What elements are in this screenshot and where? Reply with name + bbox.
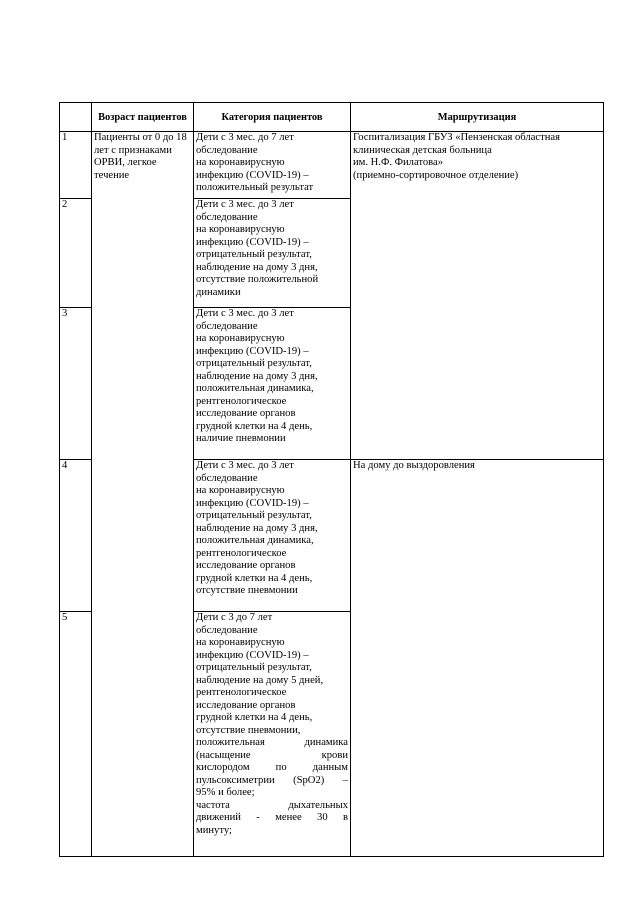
routing-cell-home: На дому до выздоровления [351, 460, 604, 857]
routing-cell-hospital [351, 132, 604, 460]
category-line: исследование органов [196, 408, 296, 419]
category-line: (насыщение крови [196, 749, 348, 761]
category-line: инфекцию (COVID-19) – [196, 169, 309, 181]
row-number: 1 [60, 132, 92, 199]
category-line: Дети с 3 мес. до 7 лет [196, 132, 294, 143]
category-line: Дети с 3 мес. до 3 лет [196, 199, 294, 210]
category-line: инфекцию (COVID-19) – [196, 345, 309, 357]
category-line: на коронавирусную [196, 333, 285, 344]
category-line: исследование органов [196, 699, 296, 711]
category-line: положительная динамика [196, 737, 348, 748]
category-line: обследование [196, 472, 258, 484]
category-line: Дети с 3 мес. до 3 лет [196, 308, 294, 319]
category-line: обследование [196, 320, 258, 332]
header-routing: Маршрутизация [351, 103, 604, 132]
row-number: 5 [60, 612, 92, 857]
category-line: инфекцию (COVID-19) – [196, 497, 309, 509]
routing-line: клиническая детская больница [353, 144, 492, 156]
category-line: Дети с 3 мес. до 3 лет [196, 460, 294, 471]
category-line: грудной клетки на 4 день, [196, 712, 313, 723]
table-header-row [60, 103, 604, 132]
category-line: рентгенологическое [196, 687, 287, 698]
row-number: 2 [60, 199, 92, 308]
routing-line: (приемно-сортировочное отделение) [353, 169, 519, 181]
category-line: отрицательный результат, [196, 510, 312, 521]
header-number [60, 103, 92, 132]
category-cell [194, 612, 351, 857]
category-line: положительная динамика, [196, 383, 314, 394]
category-line: отсутствие положительной [196, 274, 319, 285]
category-line: наблюдение на дому 3 дня, [196, 261, 318, 273]
category-line: обследование [196, 624, 258, 636]
category-line: наблюдение на дому 3 дня, [196, 370, 318, 382]
category-line: наблюдение на дому 5 дней, [196, 674, 324, 686]
category-line: рентгенологическое [196, 547, 287, 559]
category-line: 95% и более; [196, 787, 255, 798]
header-category: Категория пациентов [194, 103, 351, 132]
routing-table [59, 102, 604, 857]
header-age: Возраст пациентов [92, 103, 194, 132]
routing-line: Госпитализация ГБУЗ «Пензенская областная [353, 132, 560, 143]
category-line: на коронавирусную [196, 157, 285, 168]
category-cell [194, 460, 351, 612]
category-line: отсутствие пневмонии [196, 585, 298, 596]
category-line: положительная динамика, [196, 535, 314, 546]
category-line: кислородом по данным [196, 762, 348, 773]
row-number: 4 [60, 460, 92, 612]
category-line: положительный результат [196, 182, 314, 193]
category-cell [194, 132, 351, 199]
category-line: исследование органов [196, 560, 296, 571]
routing-line: им. Н.Ф. Филатова» [353, 157, 444, 168]
category-line: пульсоксиметрии (SpO2) – [196, 774, 348, 786]
category-line: обследование [196, 211, 258, 223]
category-line: отрицательный результат, [196, 662, 312, 673]
category-line: обследование [196, 144, 258, 156]
category-line: на коронавирусную [196, 637, 285, 648]
category-cell [194, 308, 351, 460]
category-line: инфекцию (COVID-19) – [196, 236, 309, 248]
category-line: движений - менее 30 в [196, 812, 348, 823]
category-line: на коронавирусную [196, 224, 285, 235]
category-line: наблюдение на дому 3 дня, [196, 522, 318, 534]
category-line: грудной клетки на 4 день, [196, 420, 313, 432]
category-line: Дети с 3 до 7 лет [196, 612, 273, 623]
category-line: отрицательный результат, [196, 249, 312, 260]
category-line: отсутствие пневмонии, [196, 724, 301, 736]
category-line: грудной клетки на 4 день, [196, 572, 313, 584]
age-group-cell: Пациенты от 0 до 18 лет с признаками ОРВИ, легкое течение [92, 132, 194, 857]
category-line: динамики [196, 286, 241, 298]
category-line: минуту; [196, 824, 232, 836]
category-line: инфекцию (COVID-19) – [196, 649, 309, 661]
category-line: наличие пневмонии [196, 433, 286, 444]
category-line: рентгенологическое [196, 395, 287, 407]
category-cell [194, 199, 351, 308]
category-line: частота дыхательных [196, 799, 348, 811]
table-row [60, 132, 604, 199]
row-number: 3 [60, 308, 92, 460]
category-line: на коронавирусную [196, 485, 285, 496]
category-line: отрицательный результат, [196, 358, 312, 369]
